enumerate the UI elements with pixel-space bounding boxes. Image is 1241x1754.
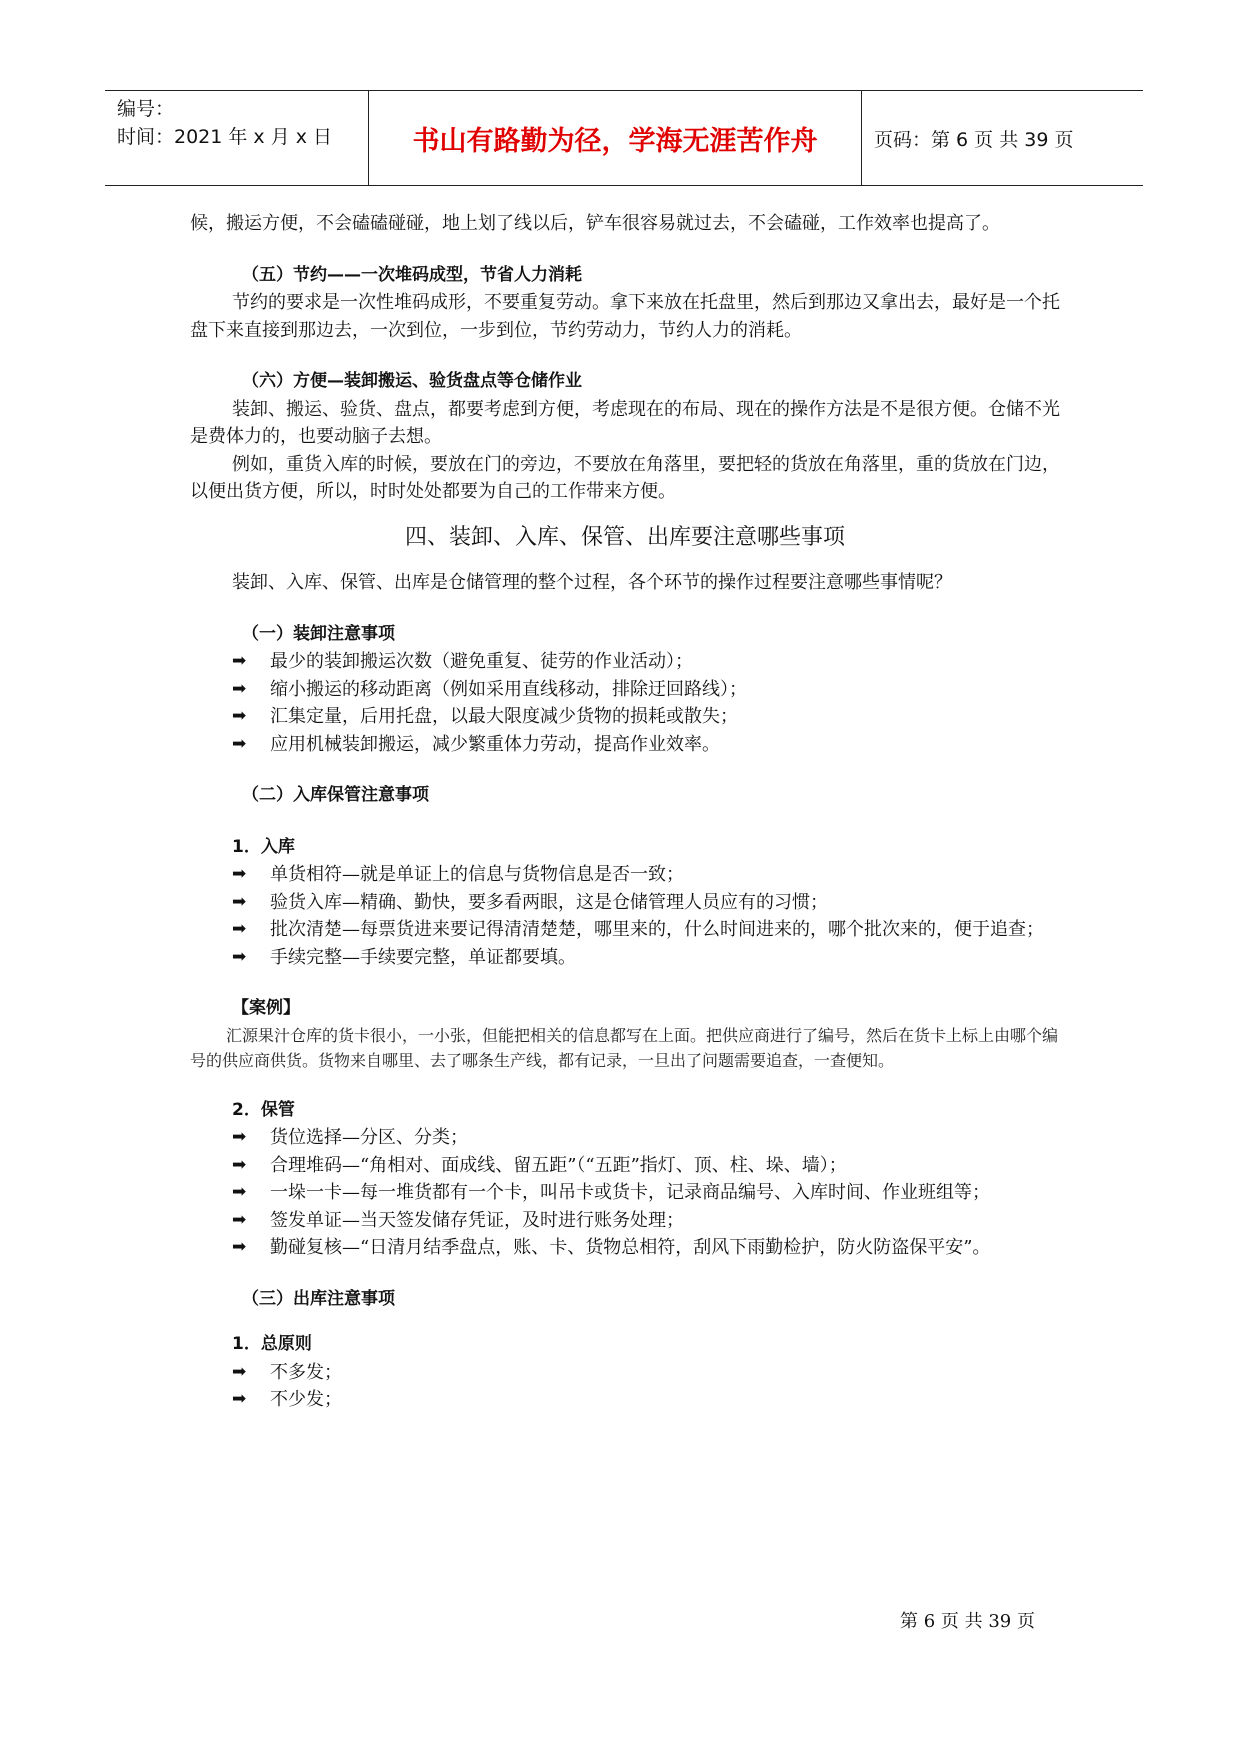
section-heading: （五）节约——一次堆码成型，节省人力消耗 bbox=[242, 264, 582, 285]
paragraph: 节约的要求是一次性堆码成形，不要重复劳动。拿下来放在托盘里，然后到那边又拿出去，最好是一个托盘下来直接到那边去，一次到位，一步到位，节约劳动力，节约人力的消耗。 bbox=[190, 292, 1060, 341]
list-item: ➡ 货位选择—分区、分类； bbox=[190, 1124, 1060, 1152]
arrow-right-icon: ➡ bbox=[232, 1361, 247, 1382]
chapter-heading: 四、装卸、入库、保管、出库要注意哪些事项 bbox=[404, 524, 845, 550]
list-item: ➡ 不少发； bbox=[190, 1386, 1060, 1414]
arrow-right-icon: ➡ bbox=[232, 891, 247, 912]
arrow-right-icon: ➡ bbox=[232, 1154, 247, 1175]
paragraph: 装卸、搬运、验货、盘点，都要考虑到方便，考虑现在的布局、现在的操作方法是不是很方便。仓储不光是费体力的，也要动脑子去想。 bbox=[190, 398, 1060, 447]
header-meta bbox=[105, 91, 369, 185]
header-page: 页码：第 6 页 共 39 页 bbox=[874, 128, 1074, 151]
list-item: ➡ 最少的装卸搬运次数（避免重复、徒劳的作业活动）； bbox=[190, 648, 1060, 676]
arrow-right-icon: ➡ bbox=[232, 1127, 247, 1147]
arrow-right-icon: ➡ bbox=[232, 651, 247, 671]
list-item: ➡ 批次清楚—每票货进来要记得清清楚楚，哪里来的，什么时间进来的，哪个批次来的，便于追查； bbox=[190, 916, 1060, 944]
arrow-right-icon: ➡ bbox=[232, 946, 247, 967]
list-b2 bbox=[190, 1124, 1060, 1262]
list-item: ➡ 不多发； bbox=[190, 1359, 1060, 1387]
section-heading: （三）出库注意事项 bbox=[242, 1288, 395, 1309]
arrow-right-icon: ➡ bbox=[232, 919, 247, 939]
arrow-right-icon: ➡ bbox=[232, 706, 247, 726]
arrow-right-icon: ➡ bbox=[232, 678, 247, 699]
list-item: ➡ 勤碰复核—“日清月结季盘点，账、卡、货物总相符，刮风下雨勤检护，防火防盗保平安”。 bbox=[190, 1234, 1060, 1262]
arrow-right-icon: ➡ bbox=[232, 733, 247, 754]
document-header bbox=[105, 90, 1143, 186]
arrow-right-icon: ➡ bbox=[232, 1237, 247, 1257]
case-title: 【案例】 bbox=[232, 998, 300, 1018]
list-item: ➡ 签发单证—当天签发储存凭证，及时进行账务处理； bbox=[190, 1207, 1060, 1235]
list-item: ➡ 合理堆码—“角相对、面成线、留五距”（“五距”指灯、顶、柱、垛、墙）； bbox=[190, 1152, 1060, 1180]
list-item: ➡ 缩小搬运的移动距离（例如采用直线移动，排除迂回路线）； bbox=[190, 676, 1060, 704]
list-item: ➡ 单货相符—就是单证上的信息与货物信息是否一致； bbox=[190, 861, 1060, 889]
section-heading: （二）入库保管注意事项 bbox=[242, 785, 429, 805]
section-heading: （一）装卸注意事项 bbox=[242, 623, 395, 644]
list-c1 bbox=[190, 1359, 1060, 1414]
list-a bbox=[190, 648, 1060, 758]
list-item: ➡ 汇集定量，后用托盘，以最大限度减少货物的损耗或散失； bbox=[190, 703, 1060, 731]
list-item: ➡ 验货入库—精确、勤快，要多看两眼，这是仓储管理人员应有的习惯； bbox=[190, 889, 1060, 917]
list-item: ➡ 应用机械装卸搬运，减少繁重体力劳动，提高作业效率。 bbox=[190, 731, 1060, 759]
document-body bbox=[190, 210, 1060, 1414]
paragraph: 装卸、入库、保管、出库是仓储管理的整个过程，各个环节的操作过程要注意哪些事情呢？ bbox=[232, 572, 952, 593]
arrow-right-icon: ➡ bbox=[232, 864, 247, 884]
subsection-heading: 2．保管 bbox=[232, 1099, 295, 1120]
list-item: ➡ 一垛一卡—每一堆货都有一个卡，叫吊卡或货卡，记录商品编号、入库时间、作业班组等； bbox=[190, 1179, 1060, 1207]
list-item: ➡ 手续完整—手续要完整，单证都要填。 bbox=[190, 944, 1060, 972]
case-text: 汇源果汁仓库的货卡很小，一小张，但能把相关的信息都写在上面。把供应商进行了编号，然后在货卡上标上由哪个编号的供应商供货。货物来自哪里、去了哪条生产线，都有记录，一旦出了问题需要追查，一查便知。 bbox=[190, 1025, 1059, 1070]
header-motto: 书山有路勤为径，学海无涯苦作舟 bbox=[369, 91, 862, 185]
list-b1 bbox=[190, 861, 1060, 971]
subsection-heading: 1．入库 bbox=[232, 836, 295, 857]
paragraph: 例如，重货入库的时候，要放在门的旁边，不要放在角落里，要把轻的货放在角落里，重的货放在门边，以便出货方便，所以，时时处处都要为自己的工作带来方便。 bbox=[190, 453, 1060, 502]
arrow-right-icon: ➡ bbox=[232, 1209, 247, 1230]
section-heading: （六）方便—装卸搬运、验货盘点等仓储作业 bbox=[242, 371, 582, 391]
arrow-right-icon: ➡ bbox=[232, 1389, 247, 1409]
arrow-right-icon: ➡ bbox=[232, 1182, 247, 1202]
page-footer: 第 6 页 共 39 页 bbox=[900, 1611, 1035, 1632]
header-time: 时间：2021 年 x 月 x 日 bbox=[117, 126, 333, 148]
header-number: 编号： bbox=[117, 98, 175, 120]
paragraph: 候，搬运方便，不会磕磕碰碰，地上划了线以后，铲车很容易就过去，不会磕碰，工作效率也提高了。 bbox=[190, 213, 1000, 234]
subsection-heading: 1．总原则 bbox=[232, 1334, 312, 1354]
